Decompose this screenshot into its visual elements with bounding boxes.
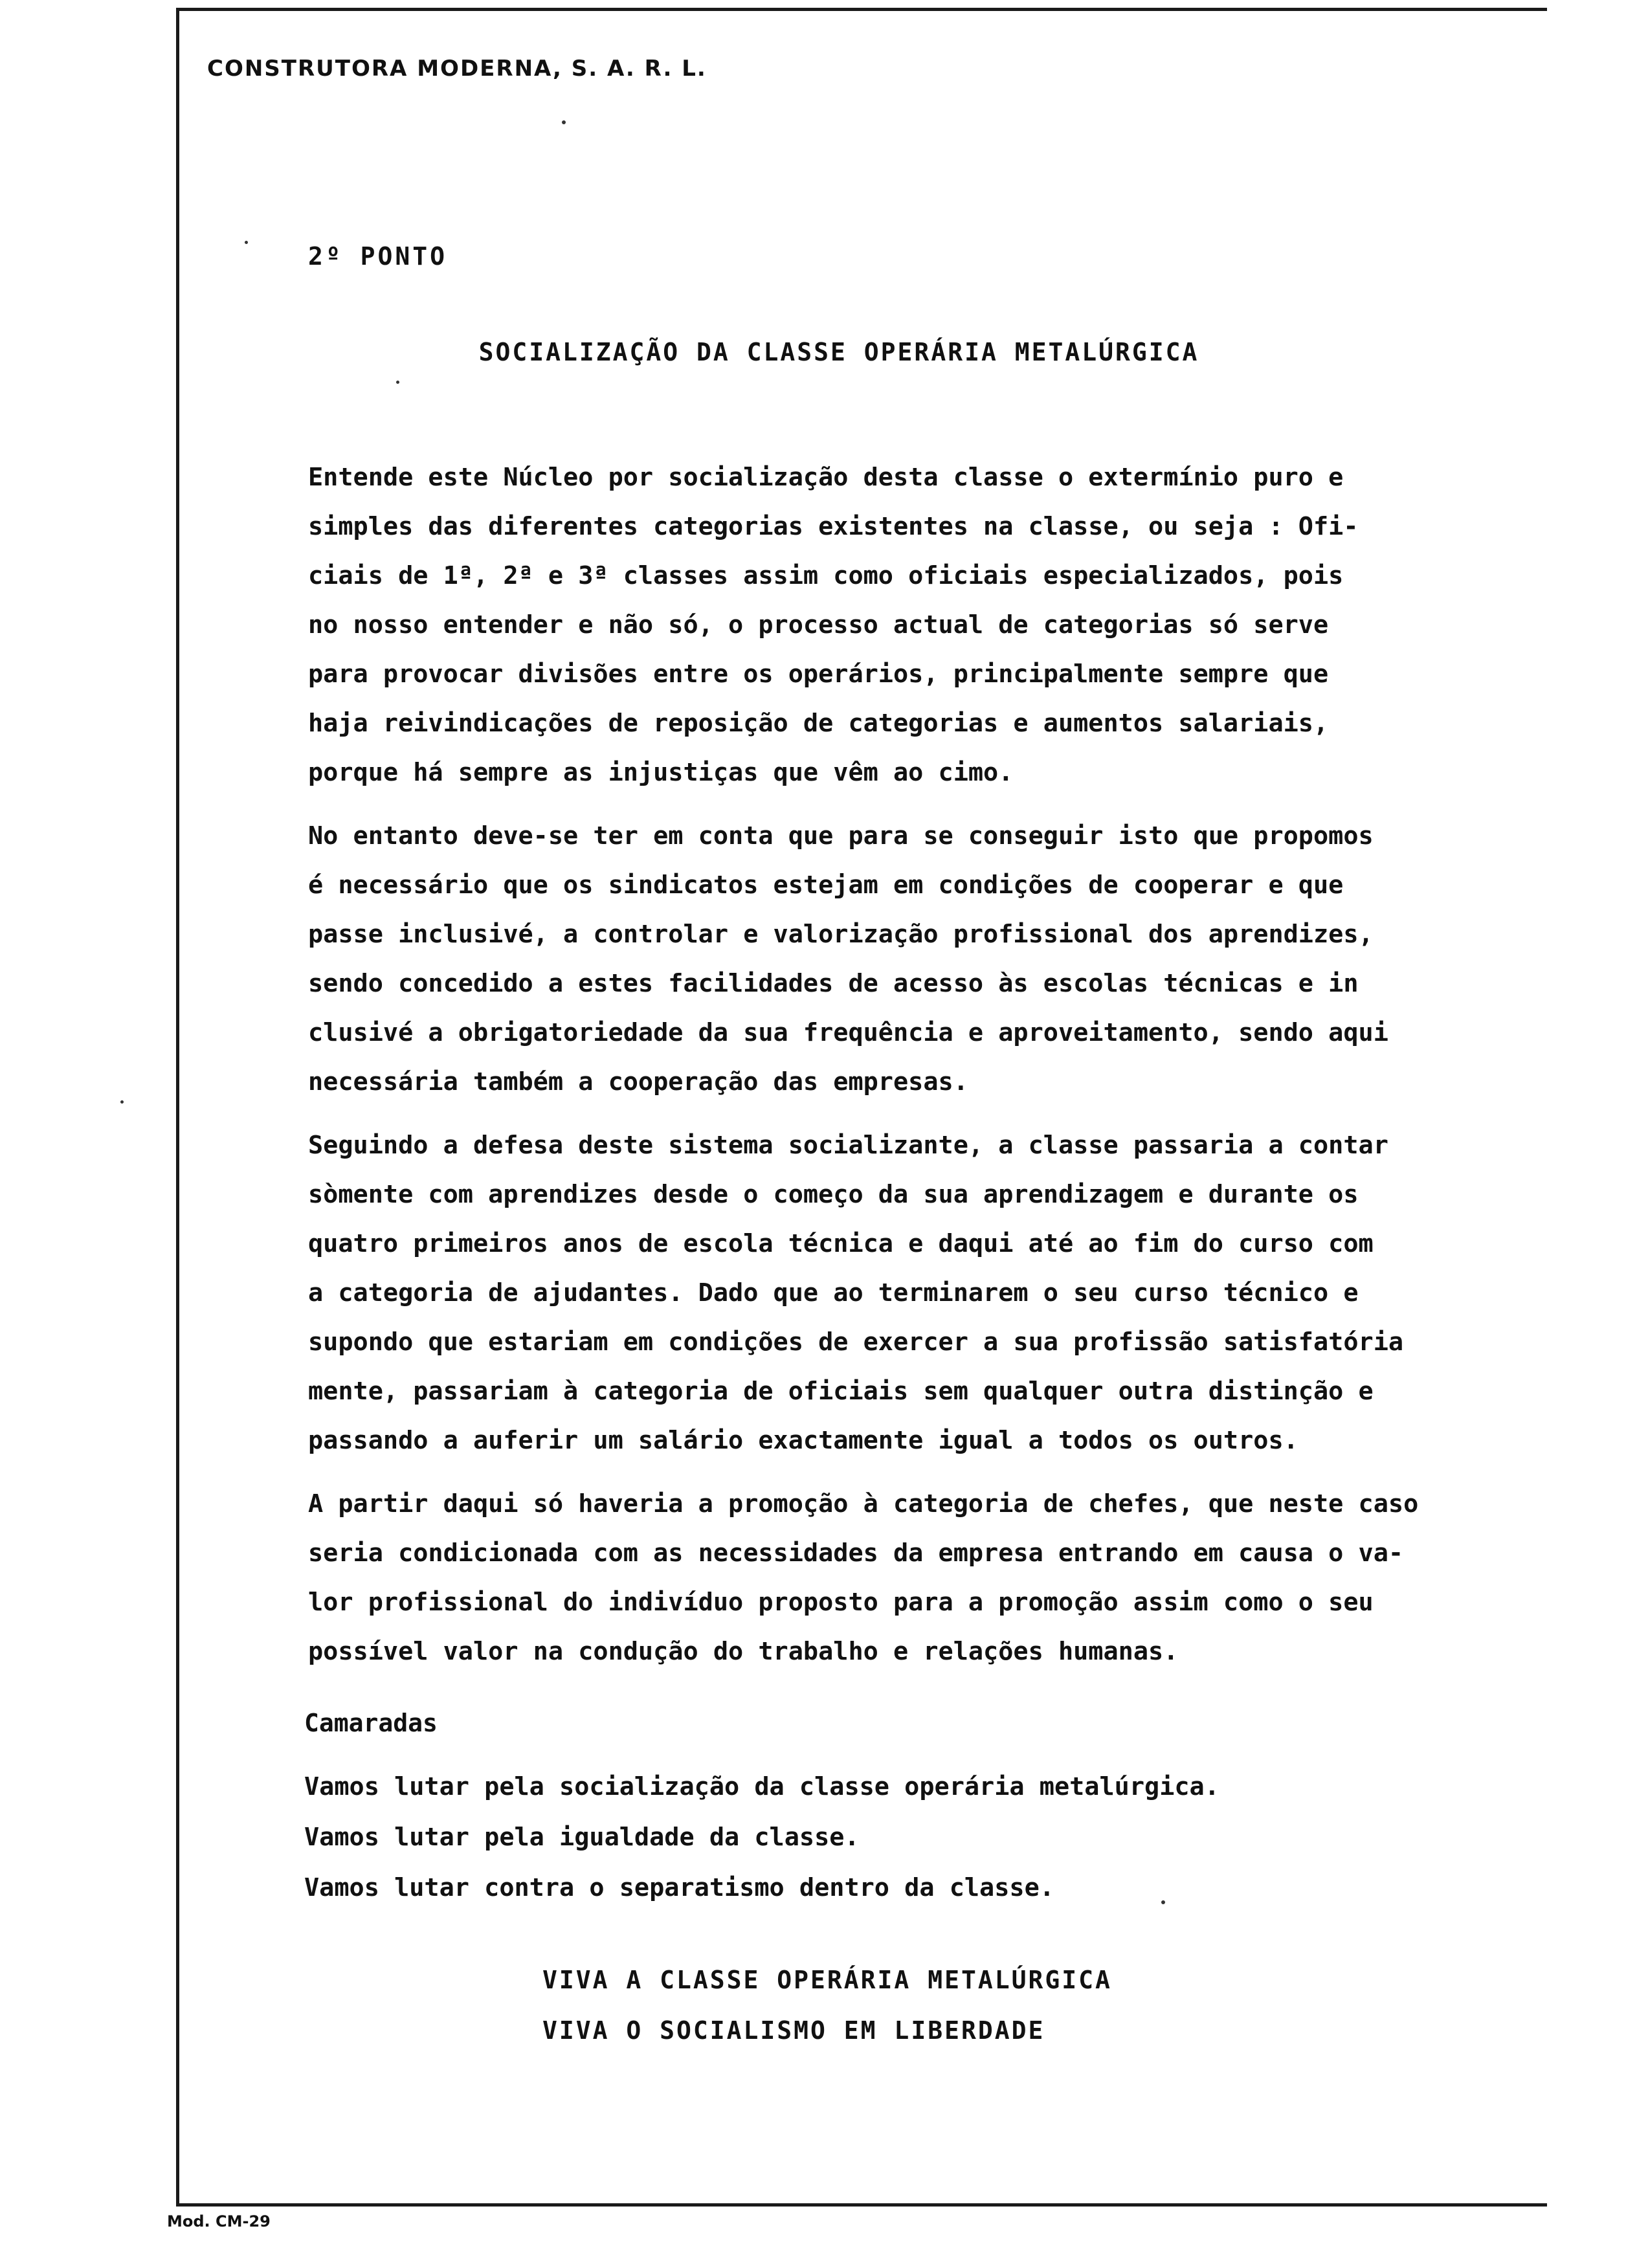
paragraph-2: No entanto deve-se ter em conta que para se conseguir isto que propomos é necessário que os sindicatos estejam em condições de cooperar e que passe inclusivé, a controlar e valorização profissional dos aprendizes, sendo concedido a estes facilidades de acesso às escolas técnicas e in clusivé a obrigatoriedade da sua frequência e aproveitamento, sendo aqui necessária também a cooperação das empresas. bbox=[308, 821, 1388, 1096]
paragraph-3: Seguindo a defesa deste sistema socializante, a classe passaria a contar sòmente com aprendizes desde o começo da sua aprendizagem e durante os quatro primeiros anos de escola técnica e daqui até ao fim do curso com a categoria de ajudantes. Dado que ao terminarem o seu curso técnico e supondo que estariam em condições de exercer a sua profissão satisfatória mente, passariam à categoria de oficiais sem qualquer outra distinção e passando a auferir um salário exactamente igual a todos os outros. bbox=[308, 1131, 1404, 1455]
paragraph-4: A partir daqui só haveria a promoção à categoria de chefes, que neste caso seria condicionada com as necessidades da empresa entrando em causa o va- lor profissional do indivíduo proposto para a promoção assim como o seu possível valor na condução do trabalho e relações humanas. bbox=[308, 1489, 1419, 1666]
scan-speck bbox=[245, 241, 248, 244]
letterhead-company: CONSTRUTORA MODERNA, S. A. R. L. bbox=[207, 56, 707, 82]
slogan-item: Vamos lutar contra o separatismo dentro da classe. bbox=[304, 1873, 1054, 1902]
scan-speck bbox=[396, 381, 399, 384]
scan-speck bbox=[120, 1100, 124, 1104]
scan-speck bbox=[1161, 1900, 1165, 1904]
frame-top-rule bbox=[176, 8, 1547, 11]
slogan-item: Vamos lutar pela igualdade da classe. bbox=[304, 1823, 860, 1852]
slogan-list bbox=[304, 1762, 1220, 1913]
scan-speck bbox=[562, 120, 566, 124]
form-code: Mod. CM-29 bbox=[167, 2212, 271, 2230]
paragraph-1: Entende este Núcleo por socialização desta classe o extermínio puro e simples das diferentes categorias existentes na classe, ou seja : Ofi- ciais de 1ª, 2ª e 3ª classes assim como oficiais especializados, pois no nosso entender e não só, o processo actual de categorias só serve para provocar divisões entre os operários, principalmente sempre que haja reivindicações de reposição de categorias e aumentos salariais, porque há sempre as injustiças que vêm ao cimo. bbox=[308, 463, 1359, 787]
frame-bottom-rule bbox=[176, 2203, 1547, 2207]
point-heading: 2º PONTO bbox=[308, 242, 448, 271]
closing-line: VIVA O SOCIALISMO EM LIBERDADE bbox=[542, 2016, 1045, 2045]
closing-line: VIVA A CLASSE OPERÁRIA METALÚRGICA bbox=[542, 1966, 1112, 1994]
closing-cheers bbox=[542, 1955, 1112, 2056]
slogan-item: Vamos lutar pela socialização da classe operária metalúrgica. bbox=[304, 1772, 1220, 1801]
body-text bbox=[308, 453, 1512, 1691]
salutation: Camaradas bbox=[304, 1709, 438, 1737]
document-title: SOCIALIZAÇÃO DA CLASSE OPERÁRIA METALÚRGICA bbox=[478, 338, 1199, 366]
